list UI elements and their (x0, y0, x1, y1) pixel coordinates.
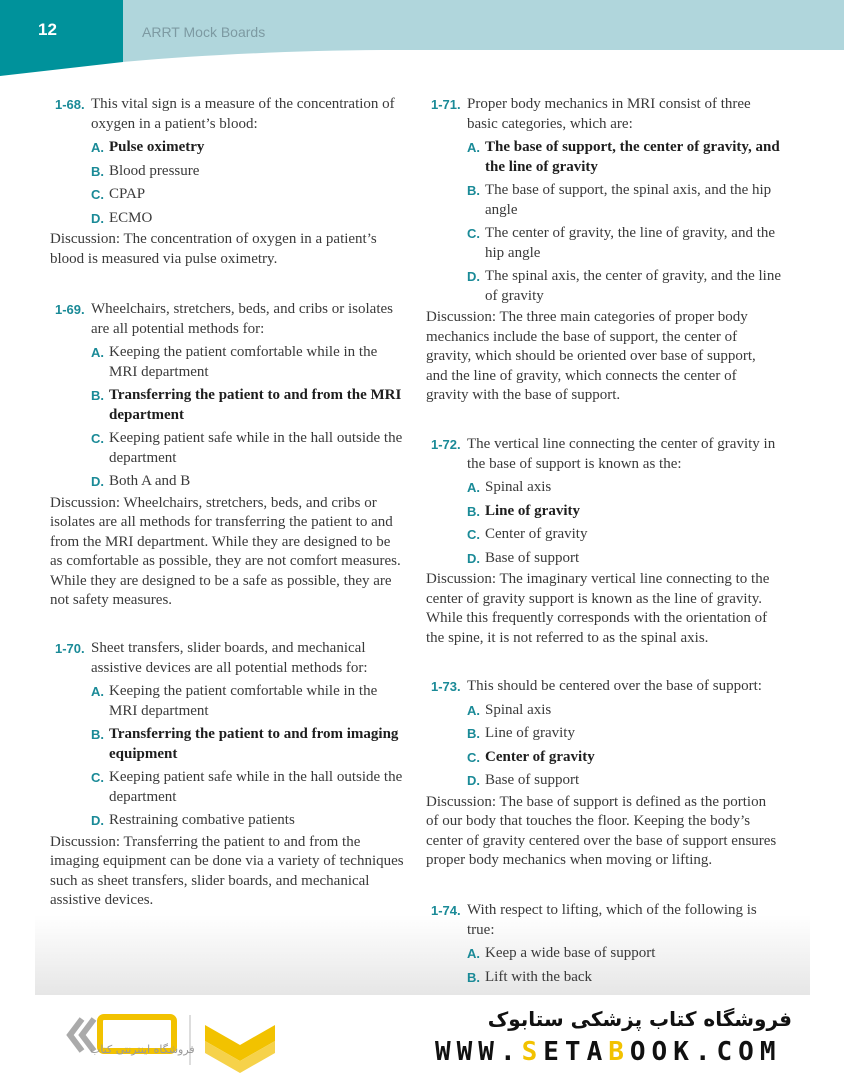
url-part: ETA (543, 1037, 609, 1067)
url-part: WWW. (435, 1037, 522, 1067)
option-letter: A. (91, 345, 104, 360)
option-letter: C. (467, 749, 480, 765)
answer-option (426, 138, 781, 177)
option-letter: A. (467, 946, 480, 961)
question-number: 1-74. (431, 903, 461, 918)
answer-option (50, 138, 405, 158)
answer-option (426, 771, 781, 791)
discussion: Discussion: Transferring the patient to and from the imaging equipment can be done via a variety of techniques such as sheet transfers, slider boards, and mechanical assistive devices. (50, 833, 404, 908)
question-block (426, 677, 781, 871)
question-text: The vertical line connecting the center of gravity in the base of support is known as the: (467, 436, 776, 472)
option-letter: B. (91, 163, 104, 179)
store-name: فروشگاه کتاب پزشکی ستابوک (487, 1007, 792, 1031)
option-text: Line of gravity (485, 725, 575, 741)
question-number: 1-68. (55, 97, 85, 112)
answer-option (50, 768, 405, 807)
question-number: 1-73. (431, 679, 461, 694)
question-number: 1-72. (431, 437, 461, 452)
question-block (50, 300, 405, 611)
answer-option (426, 224, 781, 263)
question-block (50, 639, 405, 911)
question-stem (426, 677, 781, 697)
option-text: The base of support, the center of gravity, and the line of gravity (485, 139, 780, 175)
option-text: Pulse oximetry (109, 139, 205, 155)
option-letter: A. (91, 140, 104, 155)
option-text: CPAP (109, 186, 146, 202)
option-text: Transferring the patient to and from the MRI department (109, 387, 402, 423)
running-title: ARRT Mock Boards (142, 24, 266, 40)
answer-option (426, 701, 781, 721)
option-text: ECMO (109, 209, 153, 226)
discussion: Discussion: The imaginary vertical line connecting to the center of gravity support is known as the line of gravity. While this frequently corresponds with the orientation of the spine, it is not referred to as the spinal axis. (426, 571, 770, 646)
url-part: B (608, 1037, 630, 1067)
store-url[interactable] (435, 1037, 781, 1067)
option-text: Transferring the patient to and from imaging equipment (109, 726, 399, 762)
answer-option (426, 267, 781, 306)
answer-option (426, 968, 781, 988)
option-letter: C. (467, 226, 480, 241)
option-text: Spinal axis (485, 479, 552, 495)
option-letter: B. (91, 388, 104, 403)
option-text: The base of support, the spinal axis, and the hip angle (485, 182, 772, 218)
footer (0, 995, 844, 1080)
option-text: Center of gravity (485, 748, 595, 765)
question-block (426, 435, 781, 648)
option-text: Base of support (485, 549, 580, 566)
option-text: Both A and B (109, 473, 191, 489)
question-stem (426, 95, 781, 134)
question-text: With respect to lifting, which of the following is true: (467, 902, 757, 938)
option-letter: D. (91, 210, 104, 226)
option-text: The center of gravity, the line of gravity, and the hip angle (485, 225, 776, 261)
answer-option (426, 549, 781, 569)
option-text: Base of support (485, 772, 580, 788)
answer-option (426, 181, 781, 220)
option-letter: A. (467, 480, 480, 495)
option-letter: A. (467, 140, 480, 155)
option-letter: C. (91, 431, 104, 446)
answer-option (426, 944, 781, 964)
question-stem (426, 435, 781, 474)
answer-option (50, 811, 405, 831)
option-text: Keeping patient safe while in the hall outside the department (109, 430, 403, 466)
option-text: Keeping the patient comfortable while in the MRI department (109, 344, 378, 380)
option-text: Keep a wide base of support (485, 945, 656, 961)
option-text: Lift with the back (485, 968, 593, 985)
option-letter: D. (91, 474, 104, 489)
option-letter: B. (467, 183, 480, 198)
option-letter: A. (91, 684, 104, 699)
option-text: The spinal axis, the center of gravity, and the line of gravity (485, 268, 782, 304)
option-letter: C. (91, 187, 104, 202)
question-block (426, 901, 781, 987)
option-text: Center of gravity (485, 526, 588, 542)
answer-option (50, 185, 405, 205)
discussion: Discussion: The concentration of oxygen in a patient’s blood is measured via pulse oximetry. (50, 231, 377, 267)
option-text: Keeping patient safe while in the hall outside the department (109, 769, 403, 805)
question-block (50, 95, 405, 269)
answer-option (50, 209, 405, 229)
url-part: S (521, 1037, 544, 1067)
option-letter: B. (467, 969, 480, 985)
question-stem (50, 639, 405, 678)
answer-option (50, 725, 405, 764)
discussion: Discussion: Wheelchairs, stretchers, beds, and cribs or isolates are all methods for transferring the patient to and from the MRI department. While they are designed to be as comfortable as possible, they are not comfort measures. While they are designed to be a safe as possible, they are not safety measures. (50, 494, 401, 608)
question-stem (426, 901, 781, 940)
option-letter: B. (467, 726, 480, 741)
answer-option (426, 478, 781, 498)
option-text: Spinal axis (485, 701, 552, 718)
question-stem (50, 300, 405, 339)
answer-option (50, 682, 405, 721)
option-text: Keeping the patient comfortable while in the MRI department (109, 683, 378, 719)
question-text: This should be centered over the base of support: (467, 678, 762, 694)
page-number: 12 (38, 20, 57, 39)
option-letter: D. (467, 550, 480, 566)
option-letter: D. (467, 269, 480, 284)
page-header-band (0, 0, 844, 80)
answer-option (426, 748, 781, 768)
discussion: Discussion: The base of support is defined as the portion of our body that touches the floor. Keeping the body’s center of gravity centered over the base of support ensures proper body mechanics when moving or lifting. (426, 793, 777, 868)
question-stem (50, 95, 405, 134)
option-text: Line of gravity (485, 502, 580, 519)
answer-option (50, 429, 405, 468)
discussion: Discussion: The three main categories of proper body mechanics include the base of support, the center of gravity, which should be oriented over base of support, and the line of gravity, which connects the center of gravity with the base of support. (426, 309, 756, 403)
option-letter: C. (91, 770, 104, 785)
answer-option (426, 724, 781, 744)
setabook-logo-icon (40, 1005, 340, 1075)
option-letter: B. (91, 727, 104, 742)
option-text: Restraining combative patients (109, 812, 295, 828)
option-letter: A. (467, 702, 480, 718)
answer-option (426, 525, 781, 545)
option-letter: D. (467, 773, 480, 788)
question-number: 1-69. (55, 302, 85, 317)
question-text: Proper body mechanics in MRI consist of three basic categories, which are: (467, 96, 751, 132)
url-part: OOK.COM (629, 1037, 782, 1067)
option-letter: C. (467, 527, 480, 542)
question-number: 1-70. (55, 641, 85, 656)
answer-option (50, 343, 405, 382)
logo-subtitle: فروشگاه اینترنتی کتاب (90, 1043, 195, 1056)
question-block (426, 95, 781, 406)
option-letter: D. (91, 813, 104, 828)
question-text: This vital sign is a measure of the concentration of oxygen in a patient’s blood: (91, 96, 395, 132)
question-number: 1-71. (431, 97, 461, 112)
question-text: Sheet transfers, slider boards, and mechanical assistive devices are all potential methods for: (91, 640, 368, 676)
answer-option (426, 502, 781, 522)
option-text: Blood pressure (109, 162, 200, 179)
answer-option (50, 472, 405, 492)
answer-option (50, 162, 405, 182)
option-letter: B. (467, 503, 480, 519)
question-text: Wheelchairs, stretchers, beds, and cribs or isolates are all potential methods for: (91, 301, 393, 337)
answer-option (50, 386, 405, 425)
